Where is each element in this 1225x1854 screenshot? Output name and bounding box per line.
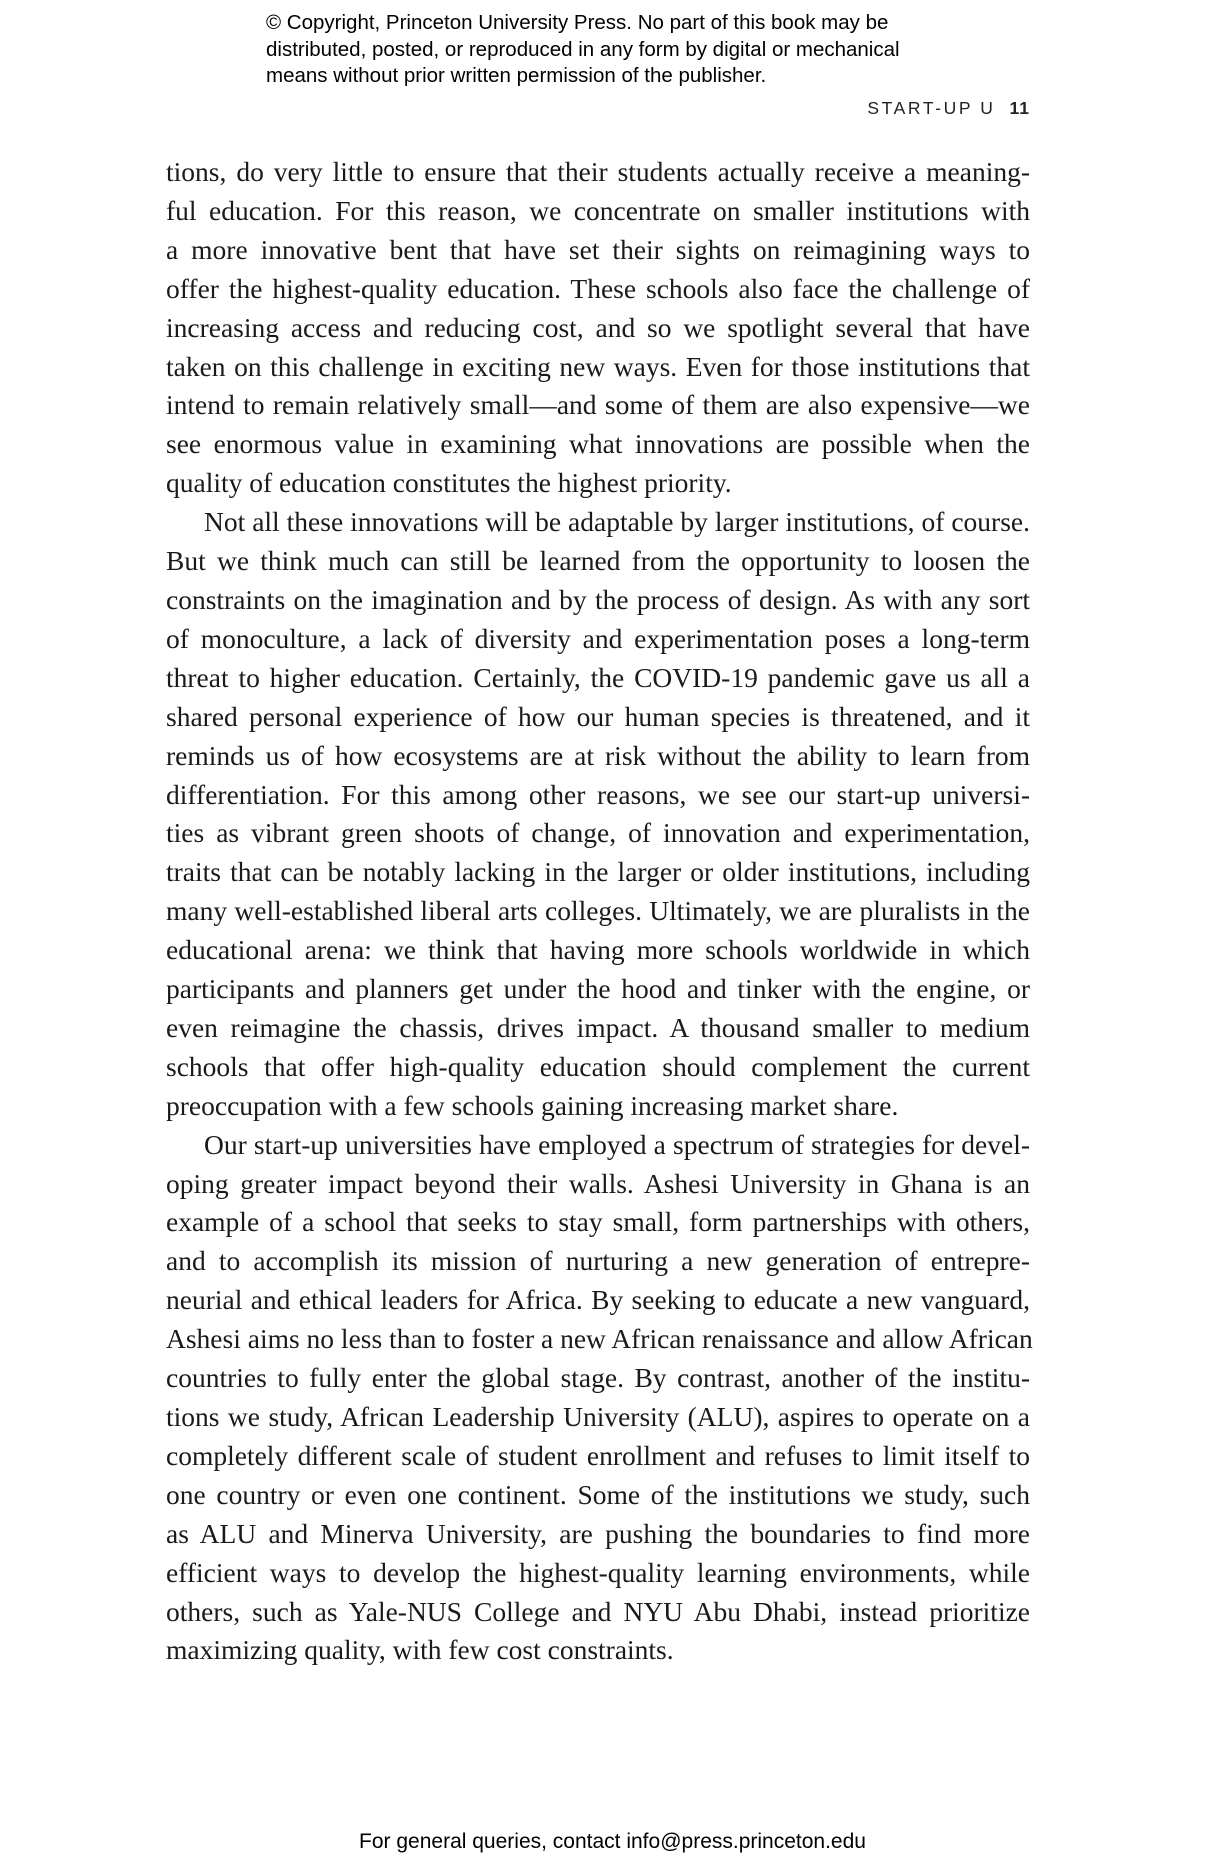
- text-line: Not all these innovations will be adaptable by larger institutions, of course.: [204, 506, 1030, 538]
- paragraph: [166, 1126, 1033, 1671]
- text-line: preoccupation with a few schools gaining increasing market share.: [166, 1089, 899, 1121]
- text-line: differentiation. For this among other reasons, we see our start-up universi-: [166, 778, 1030, 810]
- text-line: But we think much can still be learned from the opportunity to loosen the: [166, 545, 1030, 577]
- running-head-title: START-UP U: [867, 98, 996, 118]
- text-line: educational arena: we think that having more schools worldwide in which: [166, 934, 1030, 966]
- text-line: threat to higher education. Certainly, the COVID-19 pandemic gave us all a: [166, 661, 1030, 693]
- paragraph: [166, 153, 1030, 503]
- body-text: [166, 153, 1033, 1670]
- text-line: as ALU and Minerva University, are pushing the boundaries to find more: [166, 1517, 1030, 1549]
- text-line: see enormous value in examining what innovations are possible when the: [166, 428, 1030, 460]
- copyright-line: © Copyright, Princeton University Press. No part of this book may be: [266, 11, 889, 34]
- copyright-line: distributed, posted, or reproduced in any form by digital or mechanical: [266, 37, 900, 61]
- text-line: Our start-up universities have employed a spectrum of strategies for devel-: [204, 1128, 1030, 1160]
- text-line: example of a school that seeks to stay small, form partnerships with others,: [166, 1206, 1030, 1238]
- text-line: others, such as Yale-NUS College and NYU Abu Dhabi, instead prioritize: [166, 1595, 1030, 1627]
- text-line: shared personal experience of how our human species is threatened, and it: [166, 700, 1030, 732]
- text-line: many well-established liberal arts colleges. Ultimately, we are pluralists in the: [166, 895, 1030, 927]
- text-line: tions we study, African Leadership University (ALU), aspires to operate on a: [166, 1401, 1030, 1432]
- text-line: a more innovative bent that have set their sights on reimagining ways to: [166, 233, 1030, 265]
- text-line: ties as vibrant green shoots of change, of innovation and experimentation,: [166, 817, 1030, 849]
- page-number: 11: [1009, 98, 1030, 118]
- text-line: schools that offer high-quality education should complement the current: [166, 1050, 1030, 1082]
- text-line: oping greater impact beyond their walls. Ashesi University in Ghana is an: [166, 1167, 1030, 1199]
- text-line: one country or even one continent. Some of the institutions we study, such: [166, 1478, 1030, 1510]
- text-line: offer the highest-quality education. These schools also face the challenge of: [166, 272, 1030, 304]
- text-line: reminds us of how ecosystems are at risk without the ability to learn from: [166, 739, 1030, 771]
- paragraph: [166, 503, 1030, 1126]
- text-line: countries to fully enter the global stage. By contrast, another of the institu-: [166, 1362, 1030, 1394]
- text-line: neurial and ethical leaders for Africa. By seeking to educate a new vanguard,: [166, 1284, 1030, 1316]
- text-line: traits that can be notably lacking in the larger or older institutions, including: [166, 856, 1030, 888]
- text-line: efficient ways to develop the highest-quality learning environments, while: [166, 1556, 1030, 1588]
- copyright-line: means without prior written permission of the publisher.: [266, 64, 767, 87]
- text-line: participants and planners get under the hood and tinker with the engine, or: [166, 973, 1030, 1005]
- text-line: quality of education constitutes the highest priority.: [166, 467, 732, 499]
- text-line: Ashesi aims no less than to foster a new African renaissance and allow African: [166, 1323, 1033, 1355]
- text-line: even reimagine the chassis, drives impact. A thousand smaller to medium: [166, 1011, 1030, 1043]
- text-line: ful education. For this reason, we concentrate on smaller institutions with: [166, 194, 1030, 226]
- running-head: [867, 98, 1030, 119]
- footer-contact: For general queries, contact info@press.princeton.edu: [359, 1830, 866, 1853]
- copyright-notice: [266, 10, 1026, 90]
- text-line: completely different scale of student enrollment and refuses to limit itself to: [166, 1439, 1030, 1471]
- text-line: tions, do very little to ensure that their students actually receive a meaning-: [166, 156, 1030, 187]
- text-line: maximizing quality, with few cost constraints.: [166, 1634, 674, 1666]
- text-line: intend to remain relatively small—and some of them are also expensive—we: [166, 389, 1030, 421]
- text-line: increasing access and reducing cost, and so we spotlight several that have: [166, 311, 1030, 343]
- text-line: of monoculture, a lack of diversity and experimentation poses a long-term: [166, 622, 1030, 654]
- text-line: and to accomplish its mission of nurturing a new generation of entrepre-: [166, 1245, 1030, 1277]
- text-line: constraints on the imagination and by the process of design. As with any sort: [166, 583, 1030, 615]
- text-line: taken on this challenge in exciting new ways. Even for those institutions that: [166, 350, 1030, 382]
